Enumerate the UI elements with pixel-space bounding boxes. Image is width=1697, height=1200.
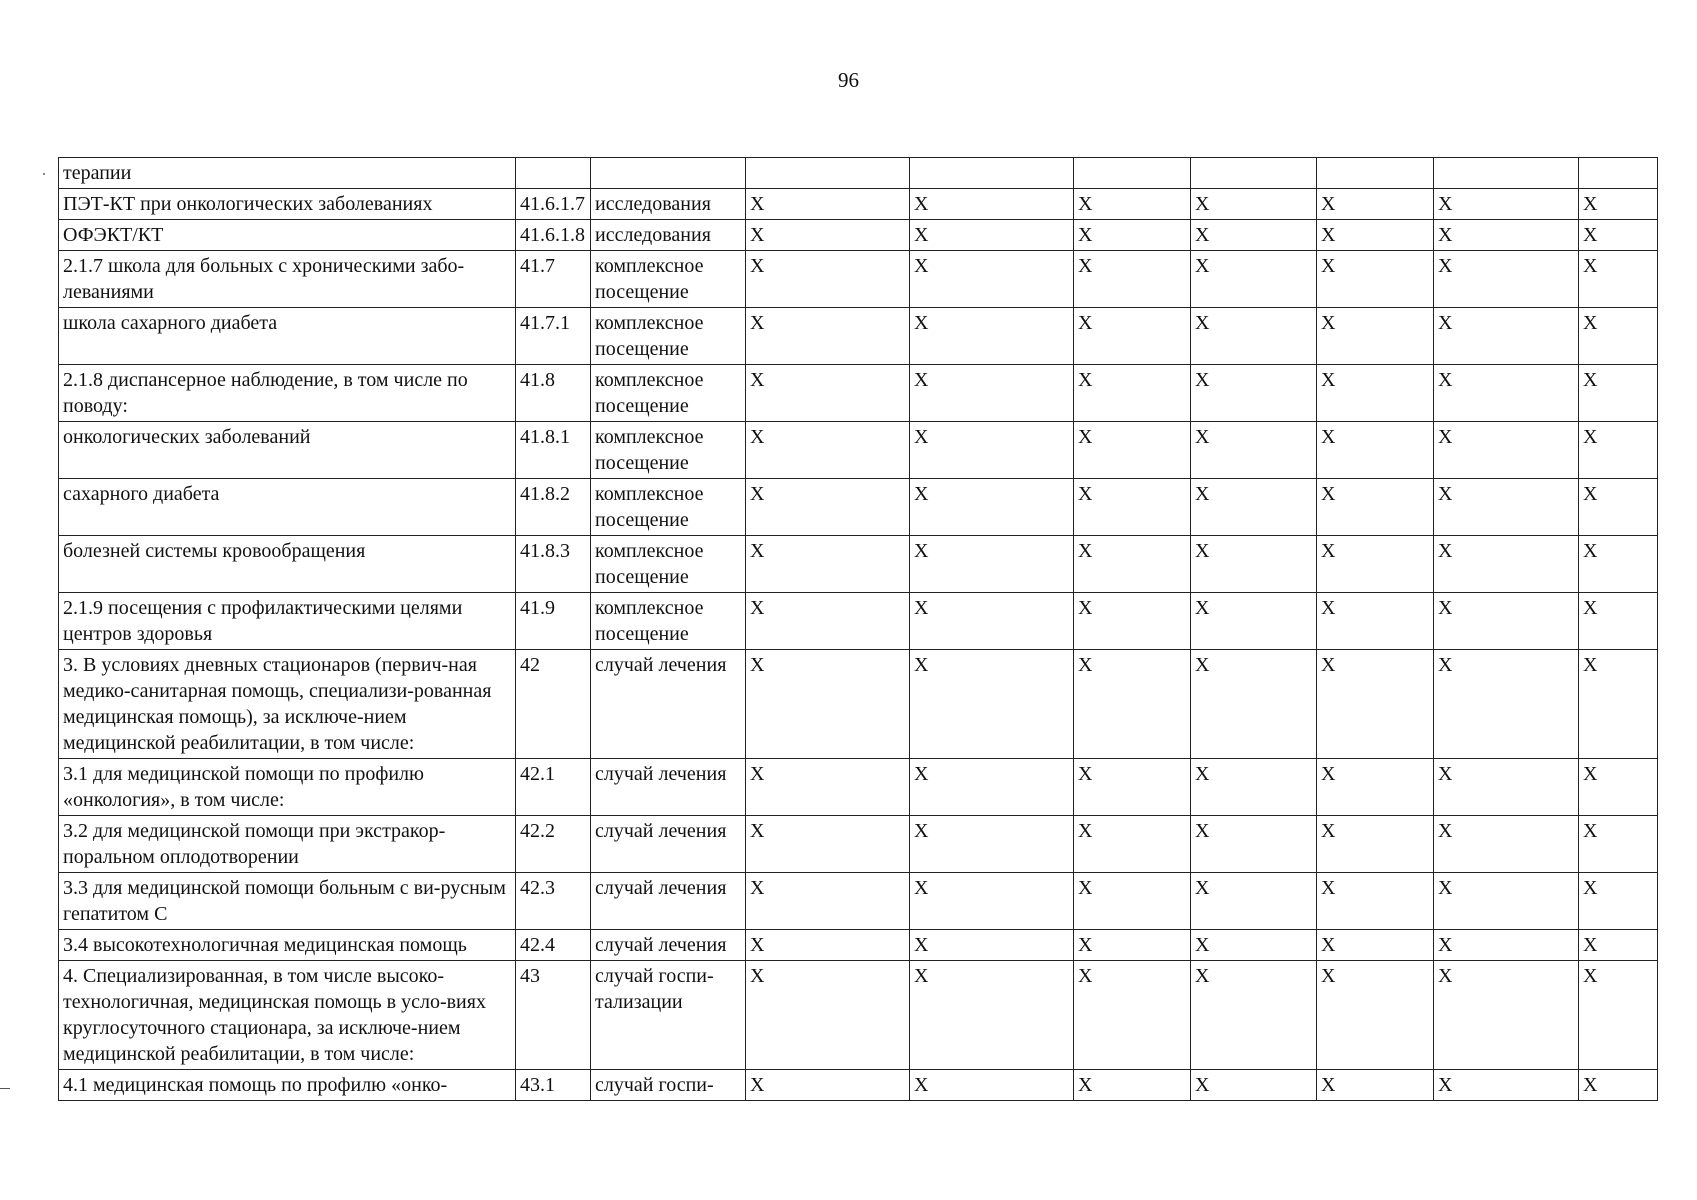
mark-cell: X bbox=[746, 930, 910, 961]
row-unit-cell: комплексное посещение bbox=[591, 479, 746, 536]
row-unit-cell: исследования bbox=[591, 189, 746, 220]
table-row bbox=[59, 930, 1658, 961]
mark-cell: X bbox=[1579, 930, 1658, 961]
mark-cell bbox=[746, 158, 910, 189]
mark-cell: X bbox=[1317, 251, 1434, 308]
mark-cell bbox=[910, 158, 1074, 189]
row-code-cell: 41.8.1 bbox=[516, 422, 591, 479]
mark-cell: X bbox=[746, 308, 910, 365]
table-row bbox=[59, 816, 1658, 873]
mark-cell: X bbox=[910, 365, 1074, 422]
mark-cell: X bbox=[1074, 220, 1191, 251]
mark-cell: X bbox=[1317, 961, 1434, 1070]
mark-cell: X bbox=[1434, 189, 1579, 220]
mark-cell: X bbox=[1317, 593, 1434, 650]
table-row bbox=[59, 220, 1658, 251]
mark-cell: X bbox=[1191, 816, 1317, 873]
mark-cell: X bbox=[746, 961, 910, 1070]
row-code-cell: 41.8.2 bbox=[516, 479, 591, 536]
table-row bbox=[59, 251, 1658, 308]
mark-cell: X bbox=[910, 422, 1074, 479]
mark-cell: X bbox=[1317, 365, 1434, 422]
row-code-cell: 43 bbox=[516, 961, 591, 1070]
mark-cell: X bbox=[1074, 650, 1191, 759]
mark-cell: X bbox=[1434, 422, 1579, 479]
table-row bbox=[59, 873, 1658, 930]
row-name-cell: ОФЭКТ/КТ bbox=[59, 220, 516, 251]
row-unit-cell: исследования bbox=[591, 220, 746, 251]
mark-cell: X bbox=[1434, 816, 1579, 873]
mark-cell: X bbox=[1191, 308, 1317, 365]
mark-cell: X bbox=[746, 220, 910, 251]
mark-cell: X bbox=[1191, 422, 1317, 479]
row-name-cell: 4. Специализированная, в том числе высоко-технологичная, медицинская помощь в усло-виях круглосуточного стационара, за исключе-нием медицинской реабилитации, в том числе: bbox=[59, 961, 516, 1070]
row-unit-cell: случай лечения bbox=[591, 650, 746, 759]
mark-cell: X bbox=[1191, 930, 1317, 961]
mark-cell: X bbox=[1074, 593, 1191, 650]
mark-cell: X bbox=[1317, 930, 1434, 961]
mark-cell: X bbox=[1191, 365, 1317, 422]
row-code-cell: 42.3 bbox=[516, 873, 591, 930]
mark-cell: X bbox=[1579, 873, 1658, 930]
scan-artifact bbox=[43, 173, 45, 175]
mark-cell: X bbox=[1579, 1070, 1658, 1101]
row-code-cell: 42.4 bbox=[516, 930, 591, 961]
mark-cell: X bbox=[1579, 536, 1658, 593]
mark-cell: X bbox=[1579, 961, 1658, 1070]
table-row bbox=[59, 308, 1658, 365]
mark-cell: X bbox=[1579, 251, 1658, 308]
mark-cell: X bbox=[746, 365, 910, 422]
mark-cell: X bbox=[1074, 365, 1191, 422]
mark-cell: X bbox=[1317, 650, 1434, 759]
mark-cell: X bbox=[1074, 1070, 1191, 1101]
mark-cell: X bbox=[1317, 220, 1434, 251]
mark-cell: X bbox=[1191, 536, 1317, 593]
mark-cell: X bbox=[1434, 759, 1579, 816]
row-name-cell: 4.1 медицинская помощь по профилю «онко- bbox=[59, 1070, 516, 1101]
table-body bbox=[59, 158, 1658, 1101]
mark-cell: X bbox=[1579, 816, 1658, 873]
mark-cell: X bbox=[910, 650, 1074, 759]
table-row bbox=[59, 479, 1658, 536]
mark-cell: X bbox=[1317, 479, 1434, 536]
row-code-cell: 41.7 bbox=[516, 251, 591, 308]
mark-cell: X bbox=[910, 220, 1074, 251]
row-code-cell bbox=[516, 158, 591, 189]
row-code-cell: 41.6.1.7 bbox=[516, 189, 591, 220]
row-name-cell: школа сахарного диабета bbox=[59, 308, 516, 365]
mark-cell: X bbox=[1317, 816, 1434, 873]
mark-cell: X bbox=[1191, 593, 1317, 650]
table-row bbox=[59, 759, 1658, 816]
mark-cell bbox=[1074, 158, 1191, 189]
mark-cell: X bbox=[910, 759, 1074, 816]
row-code-cell: 42 bbox=[516, 650, 591, 759]
row-code-cell: 42.1 bbox=[516, 759, 591, 816]
row-code-cell: 41.8.3 bbox=[516, 536, 591, 593]
row-name-cell: 3.2 для медицинской помощи при экстракор-поральном оплодотворении bbox=[59, 816, 516, 873]
mark-cell: X bbox=[1579, 479, 1658, 536]
mark-cell: X bbox=[1191, 189, 1317, 220]
mark-cell: X bbox=[910, 251, 1074, 308]
mark-cell: X bbox=[1434, 479, 1579, 536]
mark-cell: X bbox=[746, 422, 910, 479]
mark-cell: X bbox=[910, 593, 1074, 650]
row-unit-cell: комплексное посещение bbox=[591, 422, 746, 479]
mark-cell: X bbox=[1434, 308, 1579, 365]
mark-cell: X bbox=[1317, 422, 1434, 479]
mark-cell: X bbox=[746, 873, 910, 930]
mark-cell: X bbox=[1317, 536, 1434, 593]
row-name-cell: онкологических заболеваний bbox=[59, 422, 516, 479]
mark-cell: X bbox=[1579, 308, 1658, 365]
mark-cell: X bbox=[746, 479, 910, 536]
mark-cell: X bbox=[1579, 593, 1658, 650]
row-unit-cell: случай лечения bbox=[591, 759, 746, 816]
data-table bbox=[58, 157, 1658, 1101]
row-name-cell: ПЭТ-КТ при онкологических заболеваниях bbox=[59, 189, 516, 220]
row-code-cell: 41.7.1 bbox=[516, 308, 591, 365]
mark-cell: X bbox=[1434, 251, 1579, 308]
mark-cell: X bbox=[746, 816, 910, 873]
mark-cell: X bbox=[910, 308, 1074, 365]
row-name-cell: 2.1.7 школа для больных с хроническими забо-леваниями bbox=[59, 251, 516, 308]
row-name-cell: терапии bbox=[59, 158, 516, 189]
mark-cell: X bbox=[1434, 365, 1579, 422]
mark-cell: X bbox=[1191, 650, 1317, 759]
row-unit-cell: комплексное посещение bbox=[591, 365, 746, 422]
mark-cell: X bbox=[1074, 816, 1191, 873]
table-row bbox=[59, 422, 1658, 479]
mark-cell: X bbox=[1191, 1070, 1317, 1101]
mark-cell: X bbox=[1434, 1070, 1579, 1101]
mark-cell: X bbox=[1074, 251, 1191, 308]
mark-cell: X bbox=[1191, 220, 1317, 251]
mark-cell: X bbox=[1074, 536, 1191, 593]
mark-cell: X bbox=[1434, 961, 1579, 1070]
row-unit-cell: комплексное посещение bbox=[591, 251, 746, 308]
mark-cell: X bbox=[1317, 759, 1434, 816]
mark-cell: X bbox=[1074, 479, 1191, 536]
mark-cell: X bbox=[1579, 220, 1658, 251]
table-row bbox=[59, 650, 1658, 759]
table-row bbox=[59, 365, 1658, 422]
mark-cell: X bbox=[1191, 873, 1317, 930]
mark-cell: X bbox=[1434, 930, 1579, 961]
row-name-cell: 3.1 для медицинской помощи по профилю «онкология», в том числе: bbox=[59, 759, 516, 816]
mark-cell: X bbox=[746, 759, 910, 816]
mark-cell: X bbox=[1434, 650, 1579, 759]
mark-cell bbox=[1579, 158, 1658, 189]
mark-cell bbox=[1317, 158, 1434, 189]
row-name-cell: 3. В условиях дневных стационаров (первич-ная медико-санитарная помощь, специализи-рованная медицинская помощь), за исключе-нием медицинской реабилитации, в том числе: bbox=[59, 650, 516, 759]
row-name-cell: 2.1.8 диспансерное наблюдение, в том числе по поводу: bbox=[59, 365, 516, 422]
table-row bbox=[59, 189, 1658, 220]
mark-cell: X bbox=[746, 189, 910, 220]
mark-cell: X bbox=[1074, 189, 1191, 220]
mark-cell: X bbox=[1074, 961, 1191, 1070]
mark-cell: X bbox=[746, 1070, 910, 1101]
table-row bbox=[59, 158, 1658, 189]
row-unit-cell: случай госпи-тализации bbox=[591, 961, 746, 1070]
mark-cell: X bbox=[910, 479, 1074, 536]
mark-cell: X bbox=[1074, 422, 1191, 479]
mark-cell: X bbox=[1191, 479, 1317, 536]
mark-cell: X bbox=[910, 536, 1074, 593]
row-code-cell: 41.6.1.8 bbox=[516, 220, 591, 251]
mark-cell: X bbox=[746, 251, 910, 308]
mark-cell: X bbox=[1434, 873, 1579, 930]
mark-cell: X bbox=[746, 536, 910, 593]
scan-artifact bbox=[0, 1088, 10, 1089]
row-unit-cell bbox=[591, 158, 746, 189]
mark-cell: X bbox=[746, 650, 910, 759]
mark-cell: X bbox=[910, 816, 1074, 873]
mark-cell: X bbox=[1191, 759, 1317, 816]
mark-cell: X bbox=[746, 593, 910, 650]
mark-cell: X bbox=[1579, 759, 1658, 816]
row-code-cell: 43.1 bbox=[516, 1070, 591, 1101]
mark-cell: X bbox=[1317, 1070, 1434, 1101]
row-code-cell: 41.9 bbox=[516, 593, 591, 650]
mark-cell: X bbox=[1579, 422, 1658, 479]
mark-cell: X bbox=[910, 930, 1074, 961]
row-unit-cell: случай лечения bbox=[591, 816, 746, 873]
mark-cell: X bbox=[1074, 873, 1191, 930]
row-code-cell: 41.8 bbox=[516, 365, 591, 422]
row-unit-cell: комплексное посещение bbox=[591, 593, 746, 650]
row-unit-cell: комплексное посещение bbox=[591, 308, 746, 365]
mark-cell: X bbox=[910, 873, 1074, 930]
mark-cell: X bbox=[1434, 220, 1579, 251]
row-name-cell: 3.4 высокотехнологичная медицинская помощь bbox=[59, 930, 516, 961]
row-code-cell: 42.2 bbox=[516, 816, 591, 873]
mark-cell: X bbox=[1074, 930, 1191, 961]
mark-cell: X bbox=[1434, 536, 1579, 593]
mark-cell: X bbox=[1074, 308, 1191, 365]
row-unit-cell: случай лечения bbox=[591, 930, 746, 961]
row-unit-cell: случай лечения bbox=[591, 873, 746, 930]
mark-cell: X bbox=[1074, 759, 1191, 816]
mark-cell: X bbox=[1579, 189, 1658, 220]
mark-cell: X bbox=[910, 1070, 1074, 1101]
mark-cell: X bbox=[910, 189, 1074, 220]
mark-cell: X bbox=[1434, 593, 1579, 650]
mark-cell: X bbox=[1317, 308, 1434, 365]
row-name-cell: 2.1.9 посещения с профилактическими целями центров здоровья bbox=[59, 593, 516, 650]
table-row bbox=[59, 593, 1658, 650]
mark-cell bbox=[1434, 158, 1579, 189]
table-row bbox=[59, 961, 1658, 1070]
mark-cell bbox=[1191, 158, 1317, 189]
row-unit-cell: комплексное посещение bbox=[591, 536, 746, 593]
table-row bbox=[59, 536, 1658, 593]
mark-cell: X bbox=[1317, 873, 1434, 930]
row-name-cell: болезней системы кровообращения bbox=[59, 536, 516, 593]
page-number: 96 bbox=[838, 68, 859, 92]
row-unit-cell: случай госпи- bbox=[591, 1070, 746, 1101]
mark-cell: X bbox=[1579, 650, 1658, 759]
mark-cell: X bbox=[910, 961, 1074, 1070]
mark-cell: X bbox=[1579, 365, 1658, 422]
row-name-cell: 3.3 для медицинской помощи больным с ви-русным гепатитом С bbox=[59, 873, 516, 930]
row-name-cell: сахарного диабета bbox=[59, 479, 516, 536]
table-row bbox=[59, 1070, 1658, 1101]
mark-cell: X bbox=[1191, 251, 1317, 308]
mark-cell: X bbox=[1317, 189, 1434, 220]
mark-cell: X bbox=[1191, 961, 1317, 1070]
